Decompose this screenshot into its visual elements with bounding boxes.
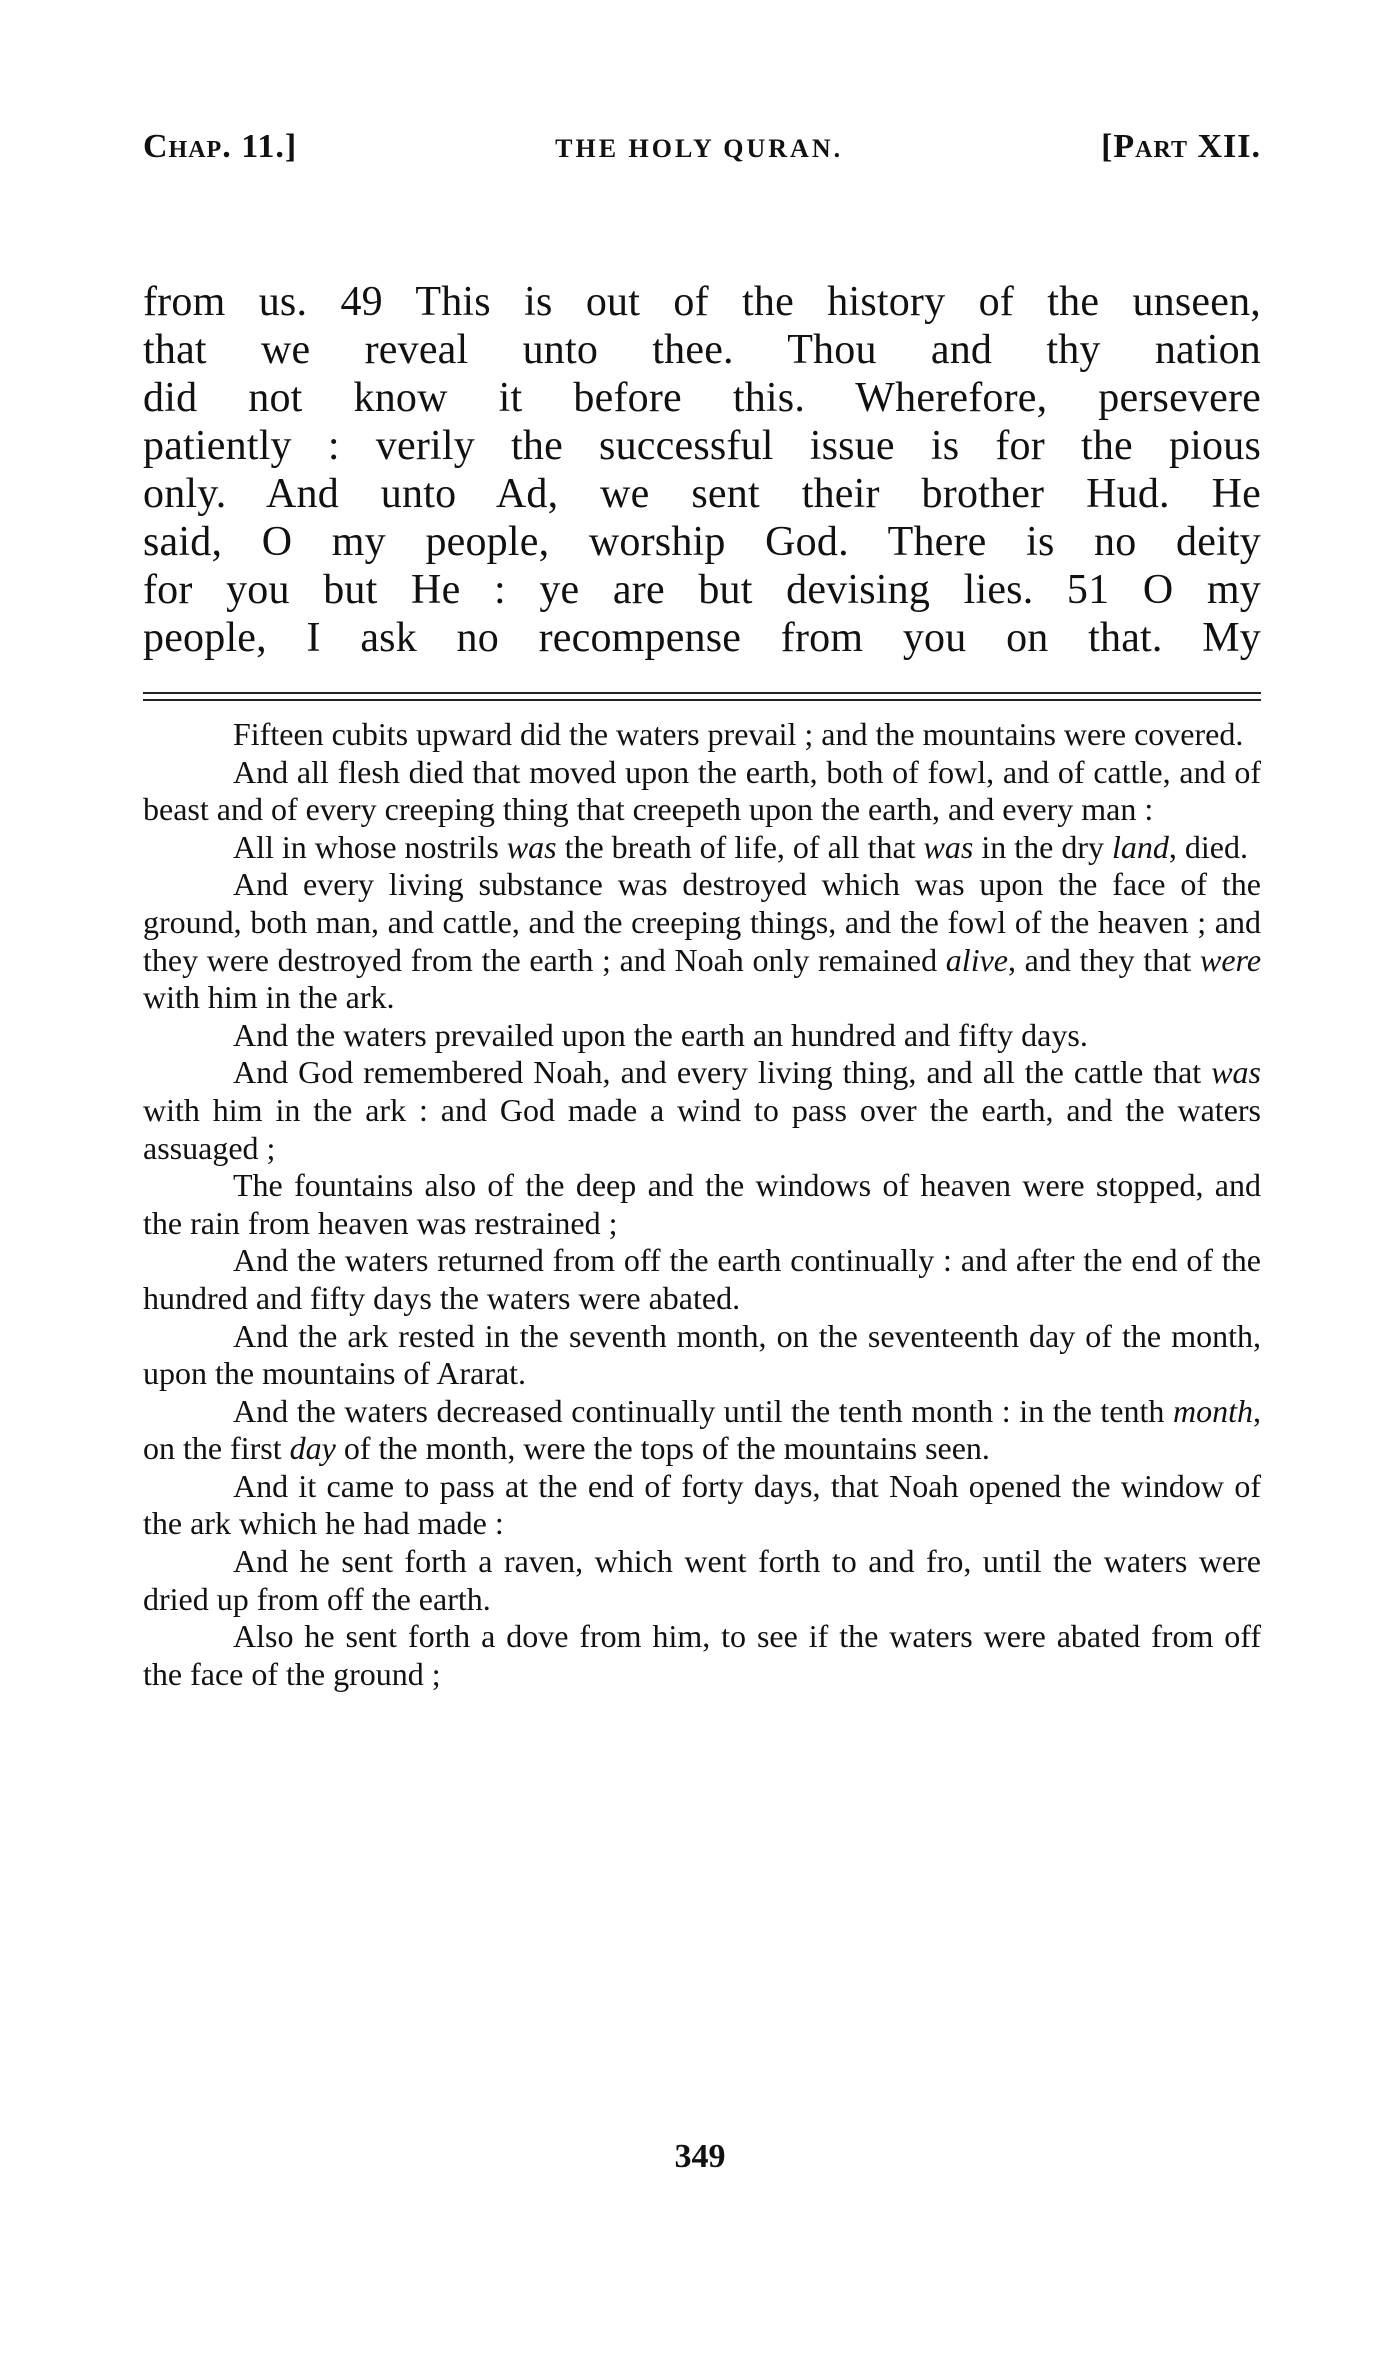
text-run: of the month, were the tops of the mountains seen. [335,1430,990,1467]
text-run: Fifteen cubits upward did the waters prevail ; and the mountains were covered. [233,716,1244,752]
text-run: , and they that [1007,941,1200,978]
book-title: THE HOLY QURAN. [555,134,844,163]
text-run: And God remembered Noah, and every living thing, and all the cattle that [233,1054,1212,1091]
main-line: only. And unto Ad, we sent their brother Hud. He [143,471,1261,517]
text-run: the breath of life, of all that [556,828,924,865]
footnote-separator [143,692,1261,706]
text-run: And every living substance was destroyed which was upon the face of the ground, both man, and cattle, and the creeping things, and the fowl of the heaven ; and they were destroyed from the earth ; and Noah only remained [143,866,1261,978]
text-run: The fountains also of the deep and the windows of heaven were stopped, and the rain from heaven was restrained ; [143,1167,1261,1241]
page-number: 349 [674,2138,726,2175]
text-run: All in whose nostrils [233,828,507,865]
text-run: , died. [1168,828,1248,865]
text-run: And the ark rested in the seventh month, on the seventeenth day of the month, upon the mountains of Ararat. [143,1317,1261,1392]
footnote-paragraph [143,829,1261,867]
footnote-paragraph [143,1618,1261,1693]
italic-text: was [1211,1054,1261,1091]
main-line: for you but He : ye are but devising lies. 51 O my [143,567,1261,613]
part-label: [Part XII. [1101,128,1261,165]
footnote-paragraph [143,1393,1261,1468]
footnote-paragraph [143,754,1261,829]
text-run: , on the first [143,1392,1261,1467]
main-line: people, I ask no recompense from you on that. My [143,615,1261,661]
footnote-paragraph [143,716,1261,754]
footnote-paragraph [143,1054,1261,1167]
running-header [143,128,1261,188]
text-run: And he sent forth a raven, which went forth to and fro, until the waters were dried up from off the earth. [143,1543,1261,1617]
footnote-paragraph [143,1318,1261,1393]
separator-rule [143,692,1261,694]
main-line: from us. 49 This is out of the history of the unseen, [143,279,1261,325]
text-run: And the waters prevailed upon the earth an hundred and fifty days. [233,1016,1088,1053]
separator-rule [143,699,1261,701]
text-run: in the dry [973,828,1112,865]
footnote-paragraph [143,1468,1261,1543]
text-run: And the waters returned from off the earth continually : and after the end of the hundred and fifty days the waters were abated. [143,1242,1261,1316]
main-line: did not know it before this. Wherefore, persevere [143,375,1261,421]
footnote-paragraph [143,1242,1261,1317]
footnotes [143,716,1261,1693]
footnote-paragraph [143,1167,1261,1242]
text-run: And the waters decreased continually until the tenth month : in the tenth [233,1392,1173,1429]
footnote-paragraph [143,1017,1261,1055]
main-line: that we reveal unto thee. Thou and thy nation [143,327,1261,373]
italic-text: land [1111,828,1169,865]
text-run: And all flesh died that moved upon the earth, both of fowl, and of cattle, and of beast and of every creeping thing that creepeth upon the earth, and every man : [143,753,1261,828]
text-run: Also he sent forth a dove from him, to see if the waters were abated from off the face of the ground ; [143,1618,1261,1692]
italic-text: alive [945,941,1008,978]
chapter-label: Chap. 11.] [143,128,298,165]
footnote-paragraph [143,1543,1261,1618]
text-run: And it came to pass at the end of forty days, that Noah opened the window of the ark which he had made : [143,1467,1261,1542]
main-line: patiently : verily the successful issue is for the pious [143,423,1261,469]
italic-text: was [923,828,974,865]
text-run: with him in the ark : and God made a wind to pass over the earth, and the waters assuaged ; [143,1091,1261,1166]
footnote-paragraph [143,866,1261,1016]
main-text [143,278,1261,662]
main-line: said, O my people, worship God. There is no deity [143,519,1261,565]
italic-text: month [1173,1392,1253,1429]
text-run: with him in the ark. [143,979,395,1016]
italic-text: was [506,828,557,865]
italic-text: day [289,1430,336,1467]
italic-text: were [1200,941,1262,978]
